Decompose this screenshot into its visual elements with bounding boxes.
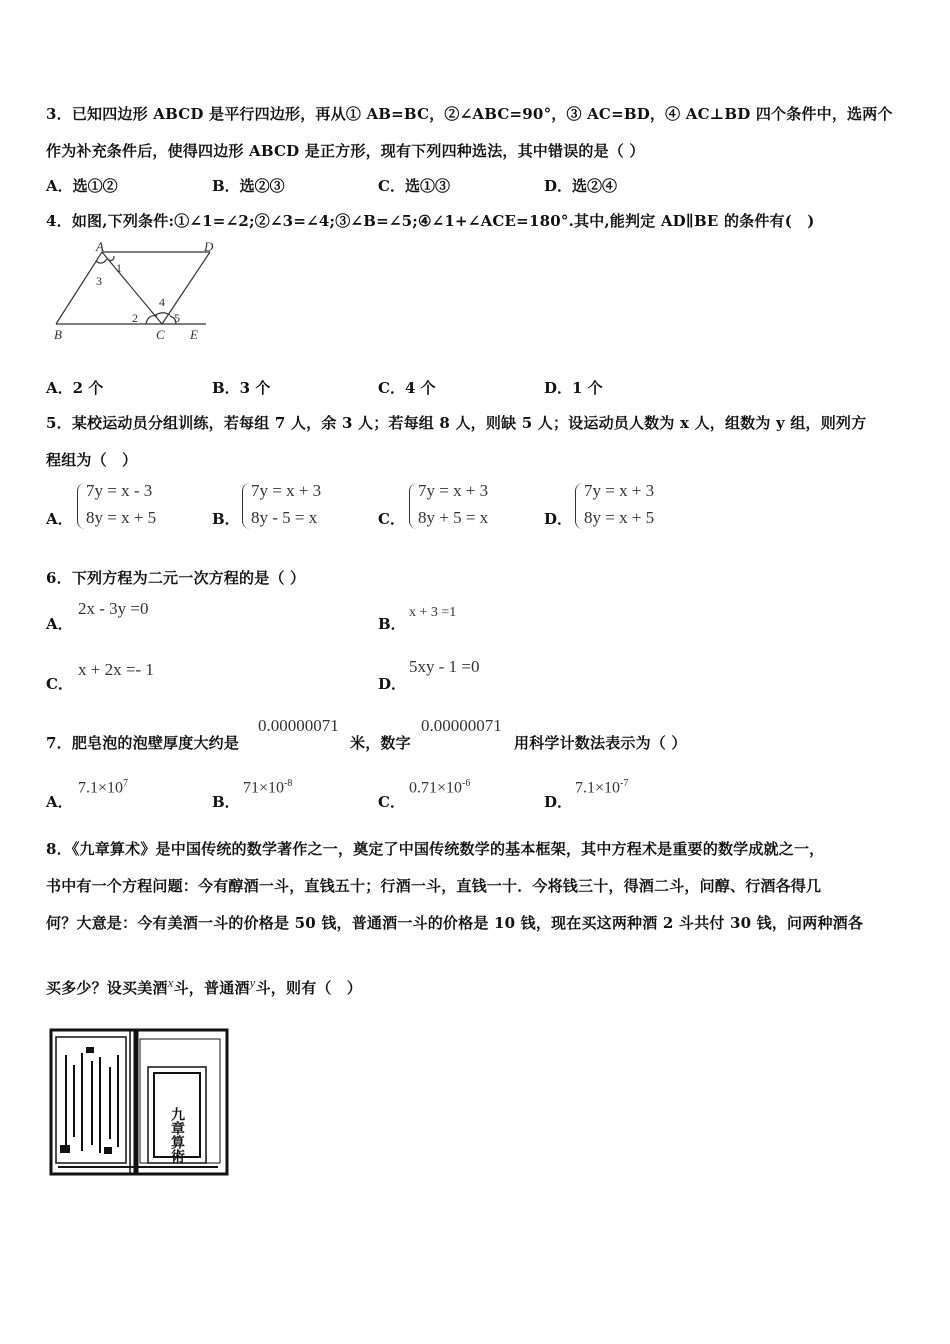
label-e: E [190, 327, 198, 342]
q7-post: 用科学计数法表示为（ ） [514, 734, 687, 752]
q7-mid: 米，数字 [350, 734, 411, 752]
angle-3: 3 [96, 274, 102, 288]
q7-label-b: B． [212, 793, 240, 811]
q7-label-c: C． [378, 793, 405, 811]
q6-formula-b: x + 3 =1 [409, 605, 457, 620]
q7-pre: 7．肥皂泡的泡壁厚度大约是 [46, 734, 240, 752]
q6-formula-d: 5xy - 1 =0 [409, 657, 480, 676]
q7-number-2: 0.00000071 [421, 716, 502, 735]
q4-option-b: B．3 个 [212, 379, 271, 397]
q7-label-a: A． [46, 793, 73, 811]
q5-label-a: A． [46, 510, 73, 528]
q6-formula-a: 2x - 3y =0 [78, 599, 149, 618]
q6-label-c: C． [46, 675, 73, 693]
q6-label-d: D． [378, 675, 407, 693]
q3-option-a: A．选①② [46, 177, 118, 195]
angle-5: 5 [174, 311, 180, 325]
q8-line3: 何？大意是：今有美酒一斗的价格是 50 钱，普通酒一斗的价格是 10 钱，现在买这两种酒 2 斗共付 30 钱，问两种酒各 [46, 914, 864, 932]
var-y: y [249, 975, 256, 990]
label-b: B [54, 327, 62, 342]
q7-number-1: 0.00000071 [258, 716, 339, 735]
q8-line2: 书中有一个方程问题：今有醇酒一斗，直钱五十；行酒一斗，直钱一十．今将钱三十，得酒二斗，问醇、行酒各得几 [46, 877, 822, 895]
label-c: C [156, 327, 165, 342]
var-x: x [167, 975, 174, 990]
q6-line1: 6．下列方程为二元一次方程的是（ ） [46, 569, 306, 587]
q4-parallelogram-figure [46, 240, 216, 345]
label-d: D [204, 240, 214, 254]
q3-line2: 作为补充条件后，使得四边形 ABCD 是正方形，现有下列四种选法，其中错误的是（ ） [46, 142, 645, 160]
q5-label-b: B． [212, 510, 240, 528]
q7-formula-c: $0.71\times 10^{-6}$ [409, 778, 471, 797]
q3-line1: 3．已知四边形 ABCD 是平行四边形，再从① AB=BC，②∠ABC=90°，③ AC=BD，④ AC⊥BD 四个条件中，选两个 [46, 105, 893, 123]
angle-2: 2 [132, 311, 138, 325]
q3-option-c: C．选①③ [378, 177, 450, 195]
angle-1: 1 [116, 261, 122, 275]
q5-line1: 5．某校运动员分组训练，若每组 7 人，余 3 人；若每组 8 人，则缺 5 人；设运动员人数为 x 人，组数为 y 组，则列方 [46, 414, 867, 432]
q6-label-b: B． [378, 615, 406, 633]
q4-option-d: D．1 个 [544, 379, 603, 397]
q5-label-d: D． [544, 510, 573, 528]
q7-label-d: D． [544, 793, 573, 811]
q8-line4: 买多少？设买美酒x斗，普通酒y斗，则有（ ） [46, 975, 362, 997]
q7-formula-b: $71\times 10^{-8}$ [243, 778, 293, 797]
jiuzhang-book-image [48, 1027, 230, 1177]
q7-formula-d: $7.1\times 10^{-7}$ [575, 778, 629, 797]
q6-label-a: A． [46, 615, 73, 633]
q6-formula-c: x + 2x =- 1 [78, 660, 154, 679]
q3-option-d: D．选②④ [544, 177, 618, 195]
q8-line1: 8．《九章算术》是中国传统的数学著作之一，奠定了中国传统数学的基本框架，其中方程术是重要的数学成就之一， [46, 840, 825, 858]
label-a: A [96, 240, 104, 254]
q4-option-a: A．2 个 [46, 379, 104, 397]
q4-option-c: C．4 个 [378, 379, 436, 397]
q5-label-c: C． [378, 510, 405, 528]
q4-line1: 4．如图,下列条件:①∠1=∠2;②∠3=∠4;③∠B=∠5;④∠1+∠ACE=180°.其中,能判定 AD∥BE 的条件有( ) [46, 212, 815, 230]
q3-option-b: B．选②③ [212, 177, 285, 195]
book-title: 九章算術 [169, 1107, 185, 1163]
q7-formula-a: $7.1\times 10^7$ [78, 778, 129, 797]
q5-line2: 程组为（ ） [46, 451, 138, 469]
angle-4: 4 [159, 295, 165, 309]
